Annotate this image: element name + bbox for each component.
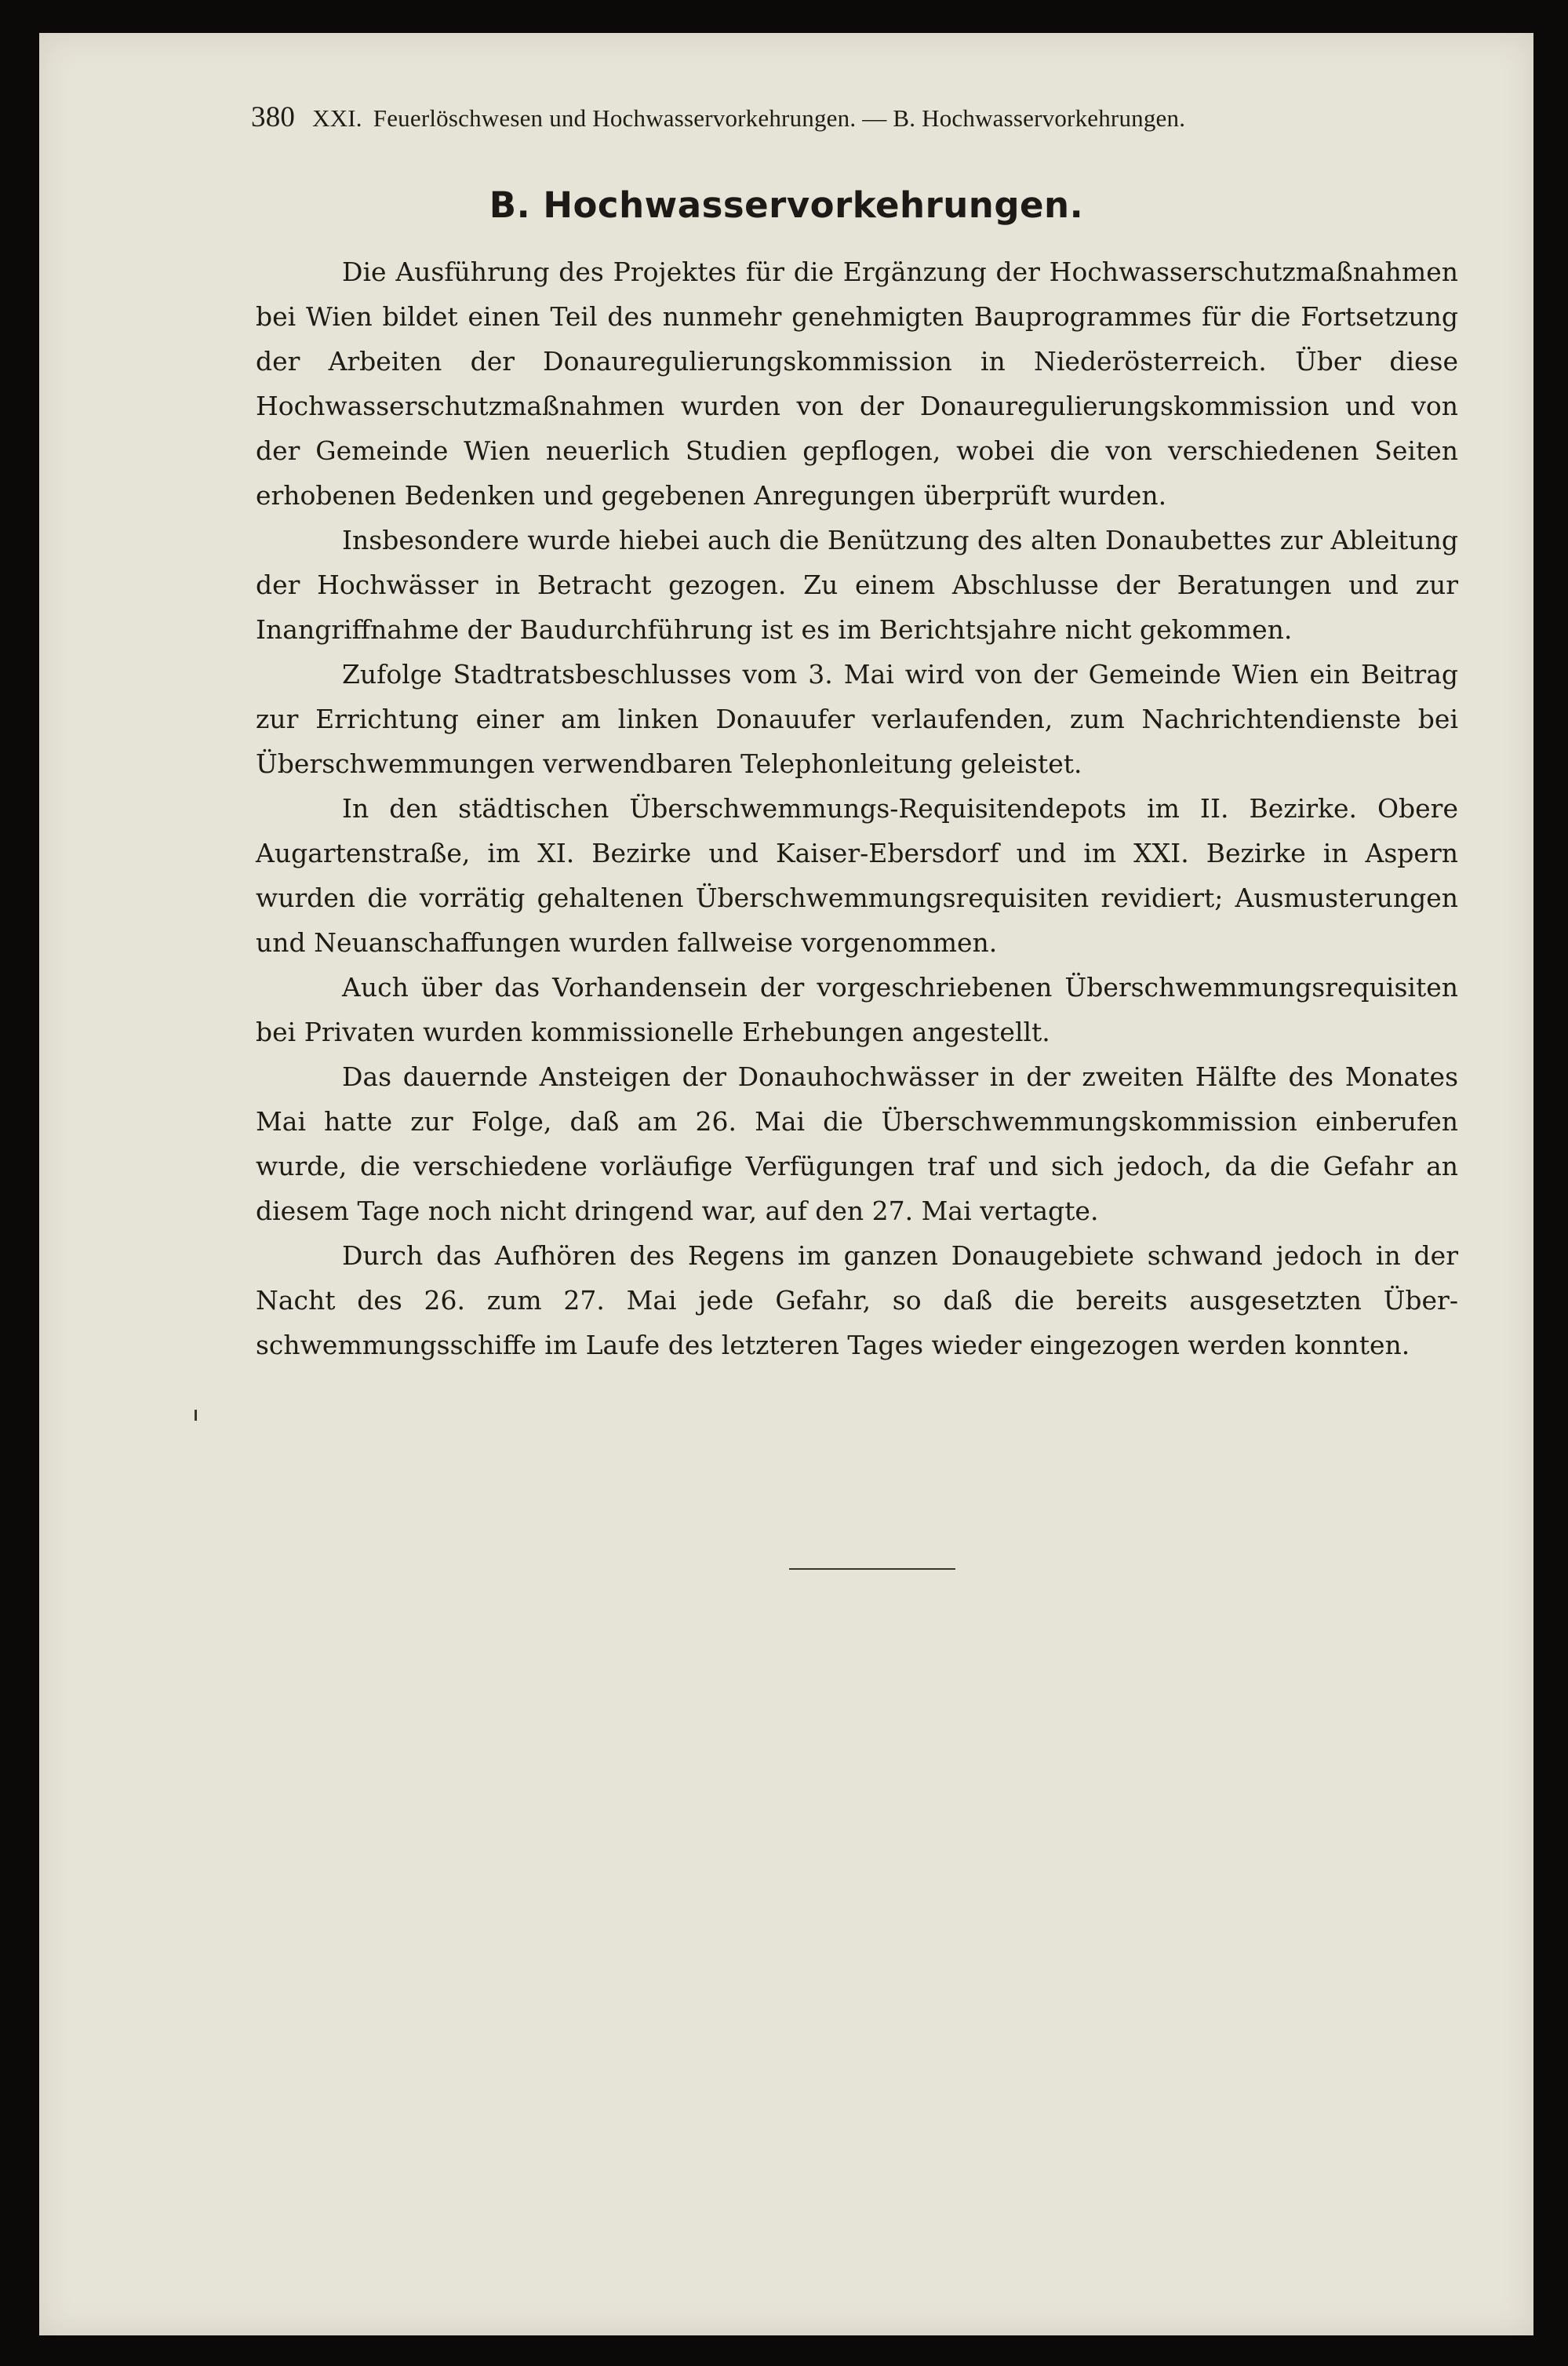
- running-header: [251, 102, 1459, 134]
- paragraph: Die Ausführung des Projektes für die Ergänzung der Hochwasserschutzmaßnahmen bei Wien bildet einen Teil des nunmehr genehmigten Bauprogrammes für die Fortsetzung der Arbeiten der Donauregulierungskommission in Niederösterreich. Über diese Hochwasserschutzmaßnahmen wurden von der Donauregulierungskommission und von der Gemeinde Wien neuerlich Studien gepflogen, wobei die von verschiedenen Seiten erhobenen Bedenken und gegebenen Anregungen überprüft wurden.: [256, 257, 1458, 511]
- section-end-rule: [789, 1568, 955, 1570]
- paragraph: Auch über das Vorhandensein der vorgeschriebenen Überschwemmungsrequisiten bei Privaten wurden kommissionelle Erhebungen angestellt.: [256, 972, 1458, 1047]
- paragraph: Zufolge Stadtratsbeschlusses vom 3. Mai wird von der Gemeinde Wien ein Beitrag zur Errichtung einer am linken Donauufer verlaufenden, zum Nachrichtendienste bei Überschwemmungen verwendbaren Telephonleitung geleistet.: [256, 659, 1458, 779]
- paragraph: Durch das Aufhören des Regens im ganzen Donaugebiete schwand jedoch in der Nacht des 26. zum 27. Mai jede Gefahr, so daß die bereits ausgesetzten Überschwemmungsschiffe im Laufe des letzteren Tages wieder eingezogen werden konnten.: [256, 1240, 1458, 1360]
- paragraph: In den städtischen Überschwemmungs-Requisitendepots im II. Bezirke. Obere Augartenstraße, im XI. Bezirke und Kaiser-Ebersdorf und im XXI. Bezirke in Aspern wurden die vorrätig gehaltenen Überschwemmungsrequisiten revidiert; Ausmusterungen und Neuanschaffungen wurden fallweise vorgenommen.: [256, 793, 1458, 958]
- paragraph: Das dauernde Ansteigen der Donauhochwässer in der zweiten Hälfte des Monates Mai hatte zur Folge, daß am 26. Mai die Überschwemmungskommission einberufen wurde, die verschiedene vorläufige Verfügungen traf und sich jedoch, da die Gefahr an diesem Tage noch nicht dringend war, auf den 27. Mai vertagte.: [256, 1061, 1458, 1226]
- header-title: Feuerlöschwesen und Hochwasservorkehrungen. — B. Hochwasservorkehrungen.: [373, 104, 1186, 132]
- body-text: [256, 249, 1458, 1367]
- header-part: XXI.: [312, 104, 362, 132]
- margin-mark: [195, 1410, 197, 1421]
- document-page: [39, 33, 1533, 2335]
- page-number: 380: [251, 101, 296, 133]
- paragraph: Insbesondere wurde hiebei auch die Benützung des alten Donaubettes zur Ableitung der Hochwässer in Betracht gezogen. Zu einem Abschlusse der Beratungen und zur Inangriffnahme der Baudurchführung ist es im Berichtsjahre nicht gekommen.: [256, 525, 1458, 645]
- section-title: B. Hochwasservorkehrungen.: [489, 184, 1084, 226]
